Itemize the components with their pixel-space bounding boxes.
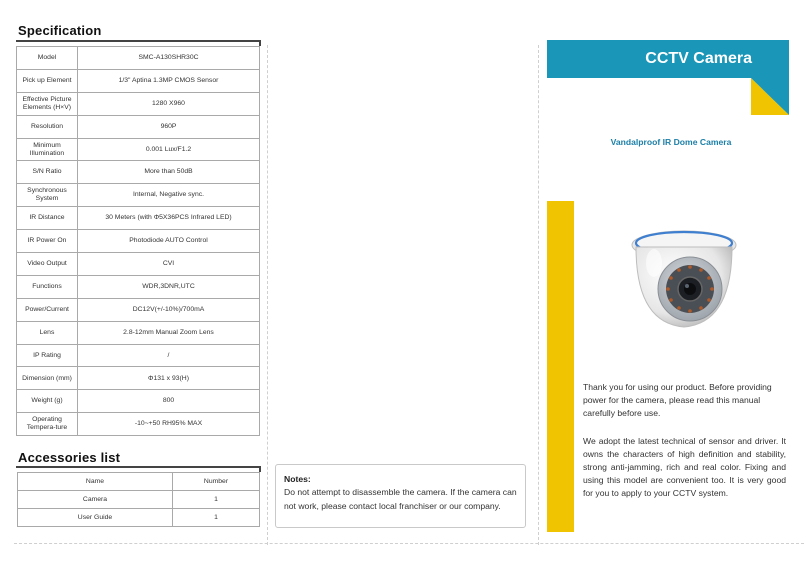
spec-value: 30 Meters (with Φ5X36PCS Infrared LED) [78, 207, 260, 230]
spec-value: 1/3" Aptina 1.3MP CMOS Sensor [78, 69, 260, 92]
yellow-accent-bar [547, 201, 574, 532]
spec-label: Dimension (mm) [17, 367, 78, 390]
notes-title: Notes: [284, 474, 311, 484]
accessories-title: Accessories list [18, 450, 121, 465]
spec-label: Effective Picture Elements (H×V) [17, 92, 78, 115]
dome-camera-image [624, 223, 740, 335]
description-text: We adopt the latest technical of sensor and driver. It owns the characters of high definition and stability, strong anti-jamming, rich and real color. Fixing and using this model are convenient too. It is very good for you to apply to your CCTV system. [583, 436, 786, 498]
accessories-header-number: Number [173, 473, 260, 491]
spec-label: IR Power On [17, 230, 78, 253]
table-row [17, 390, 260, 413]
table-row [17, 275, 260, 298]
spec-label: Lens [17, 321, 78, 344]
table-row [17, 47, 260, 70]
specification-rule [16, 40, 260, 42]
spec-value: / [78, 344, 260, 367]
spec-label: Weight (g) [17, 390, 78, 413]
spec-value: 960P [78, 115, 260, 138]
spec-value: More than 50dB [78, 161, 260, 184]
table-row [17, 115, 260, 138]
specification-title: Specification [18, 23, 102, 38]
table-row [17, 253, 260, 276]
table-row [17, 298, 260, 321]
accessories-header-row [18, 473, 260, 491]
spec-label: IR Distance [17, 207, 78, 230]
spec-value: 0.001 Lux/F1.2 [78, 138, 260, 161]
accessories-rule [16, 466, 260, 468]
spec-value: CVI [78, 253, 260, 276]
intro-text: Thank you for using our product. Before providing power for the camera, please read this manual carefully before use. [583, 382, 772, 418]
accessory-number: 1 [173, 491, 260, 509]
specification-table [16, 46, 260, 436]
notes-box [275, 464, 526, 528]
spec-value: -10~+50 RH95% MAX [78, 413, 260, 436]
table-row [17, 69, 260, 92]
table-row [17, 344, 260, 367]
accessories-table [17, 472, 260, 527]
accessory-name: User Guide [18, 509, 173, 527]
product-subtitle: Vandalproof IR Dome Camera [610, 137, 732, 147]
accessory-number: 1 [173, 509, 260, 527]
table-row [17, 207, 260, 230]
table-row [18, 491, 260, 509]
spec-label: Functions [17, 275, 78, 298]
spec-value: Φ131 x 93(H) [78, 367, 260, 390]
spec-label: Operating Tempera-ture [17, 413, 78, 436]
table-row [17, 161, 260, 184]
table-row [17, 230, 260, 253]
bottom-rule [14, 543, 804, 544]
spec-label: Pick up Element [17, 69, 78, 92]
banner-title: CCTV Camera [645, 50, 752, 67]
cover-banner [547, 40, 789, 78]
table-row [17, 321, 260, 344]
spec-label: S/N Ratio [17, 161, 78, 184]
spec-value: WDR,3DNR,UTC [78, 275, 260, 298]
spec-label: Power/Current [17, 298, 78, 321]
table-row [17, 92, 260, 115]
spec-value: SMC-A130SHR30C [78, 47, 260, 70]
table-row [18, 509, 260, 527]
accessories-header-name: Name [18, 473, 173, 491]
spec-label: Video Output [17, 253, 78, 276]
spec-label: Resolution [17, 115, 78, 138]
table-row [17, 138, 260, 161]
spec-value: Photodiode AUTO Control [78, 230, 260, 253]
spec-value: DC12V(+/-10%)/700mA [78, 298, 260, 321]
table-row [17, 367, 260, 390]
spec-value: 800 [78, 390, 260, 413]
table-row [17, 413, 260, 436]
spec-value: Internal, Negative sync. [78, 184, 260, 207]
fold-line-left [267, 45, 268, 545]
spec-value: 2.8-12mm Manual Zoom Lens [78, 321, 260, 344]
spec-label: Model [17, 47, 78, 70]
spec-value: 1280 X960 [78, 92, 260, 115]
fold-line-right [538, 45, 539, 545]
spec-label: Synchronous System [17, 184, 78, 207]
notes-text: Do not attempt to disassemble the camera. If the camera can not work, please contact local franchiser or our company. [284, 487, 517, 511]
spec-label: Minimum Illumination [17, 138, 78, 161]
table-row [17, 184, 260, 207]
accessory-name: Camera [18, 491, 173, 509]
spec-label: IP Rating [17, 344, 78, 367]
